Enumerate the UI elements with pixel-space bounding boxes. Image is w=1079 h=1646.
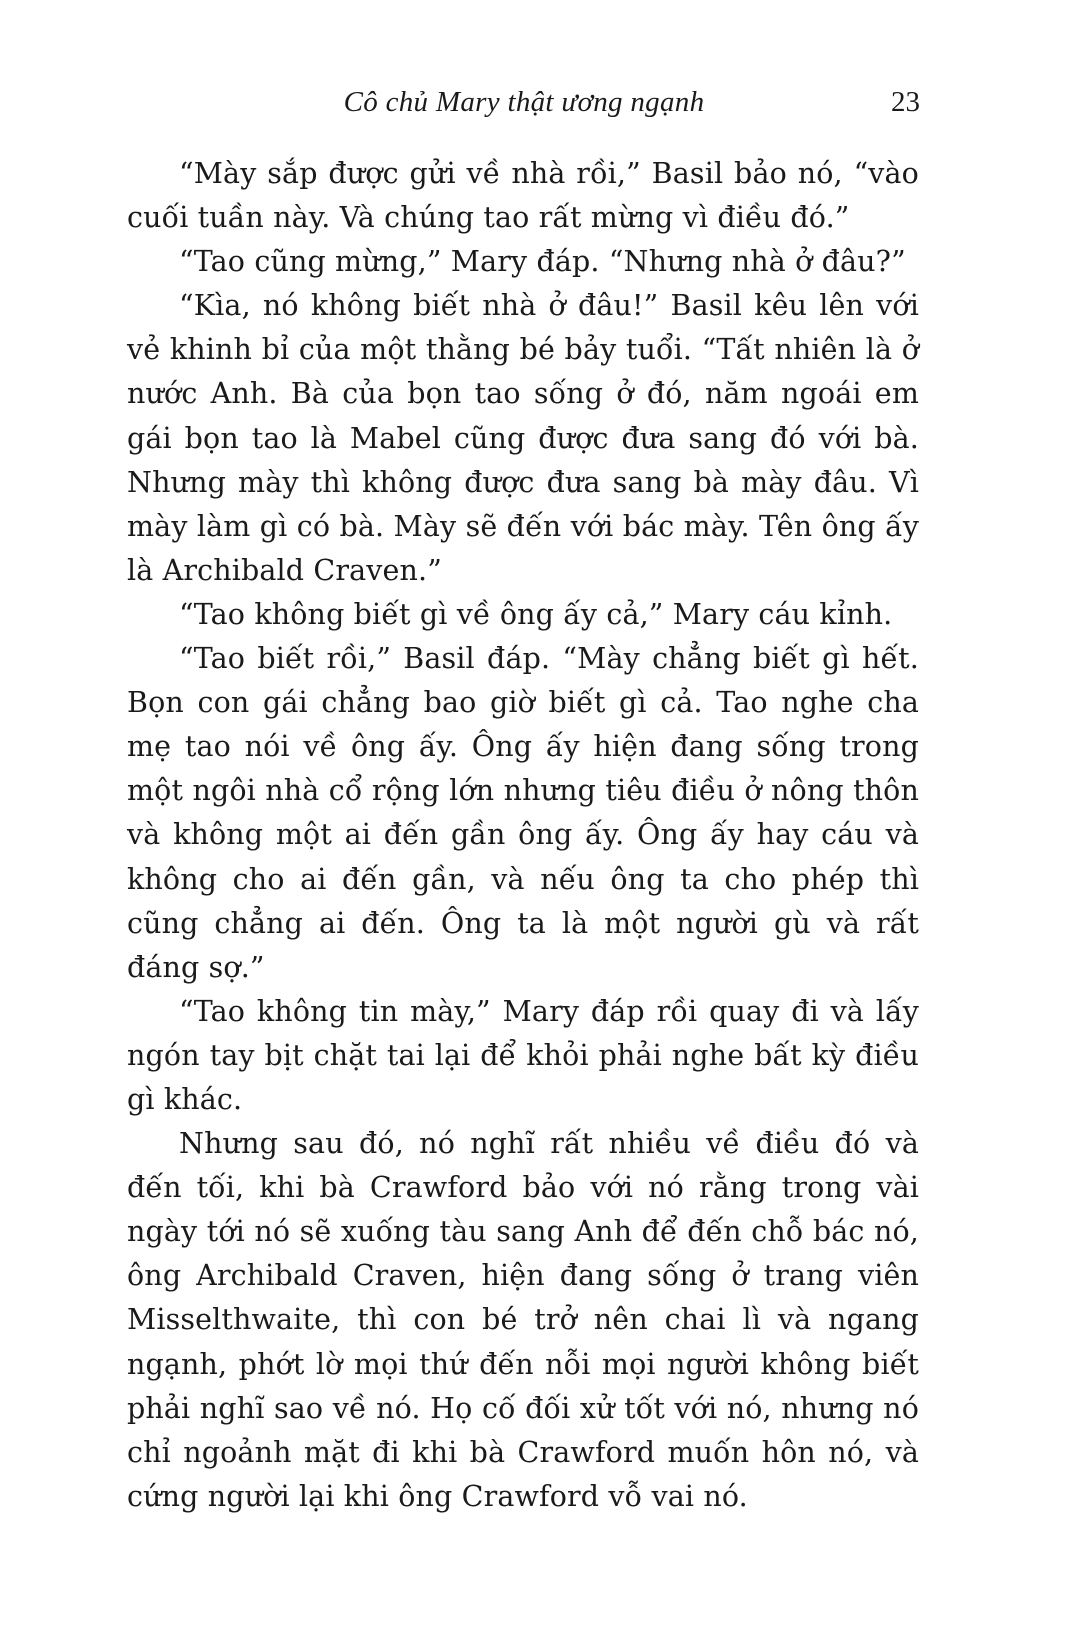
paragraph: “Kìa, nó không biết nhà ở đâu!” Basil kêu lên với vẻ khinh bỉ của một thằng bé bảy tuổi. “Tất nhiên là ở nước Anh. Bà của bọn tao sống ở đó, năm ngoái em gái bọn tao là Mabel cũng được đưa sang đó với bà. Nhưng mày thì không được đưa sang bà mày đâu. Vì mày làm gì có bà. Mày sẽ đến với bác mày. Tên ông ấy là Archibald Craven.”: [127, 289, 919, 587]
paragraph: “Mày sắp được gửi về nhà rồi,” Basil bảo nó, “vào cuối tuần này. Và chúng tao rất mừng vì điều đó.”: [127, 157, 919, 235]
paragraph: “Tao không biết gì về ông ấy cả,” Mary cáu kỉnh.: [179, 597, 893, 631]
paragraph: “Tao biết rồi,” Basil đáp. “Mày chẳng biết gì hết. Bọn con gái chẳng bao giờ biết gì cả. Tao nghe cha mẹ tao nói về ông ấy. Ông ấy hiện đang sống trong một ngôi nhà cổ rộng lớn nhưng tiêu điều ở nông thôn và không một ai đến gần ông ấy. Ông ấy hay cáu và không cho ai đến gần, và nếu ông ta cho phép thì cũng chẳng ai đến. Ông ta là một người gù và rất đáng sợ.”: [127, 642, 919, 984]
running-title: Cô chủ Mary thật ương ngạnh: [343, 86, 705, 118]
paragraph: “Tao không tin mày,” Mary đáp rồi quay đi và lấy ngón tay bịt chặt tai lại để khỏi phải nghe bất kỳ điều gì khác.: [127, 994, 919, 1116]
paragraph: “Tao cũng mừng,” Mary đáp. “Nhưng nhà ở đâu?”: [179, 245, 906, 279]
paragraph: Nhưng sau đó, nó nghĩ rất nhiều về điều đó và đến tối, khi bà Crawford bảo với nó rằng trong vài ngày tới nó sẽ xuống tàu sang Anh để đến chỗ bác nó, ông Archibald Craven, hiện đang sống ở trang viên Misselthwaite, thì con bé trở nên chai lì và ngang ngạnh, phớt lờ mọi thứ đến nỗi mọi người không biết phải nghĩ sao về nó. Họ cố đối xử tốt với nó, nhưng nó chỉ ngoảnh mặt đi khi bà Crawford muốn hôn nó, và cứng người lại khi ông Crawford vỗ vai nó.: [127, 1127, 919, 1513]
running-head: [128, 86, 920, 126]
body-text: [127, 152, 919, 1519]
page-number: 23: [891, 86, 920, 118]
